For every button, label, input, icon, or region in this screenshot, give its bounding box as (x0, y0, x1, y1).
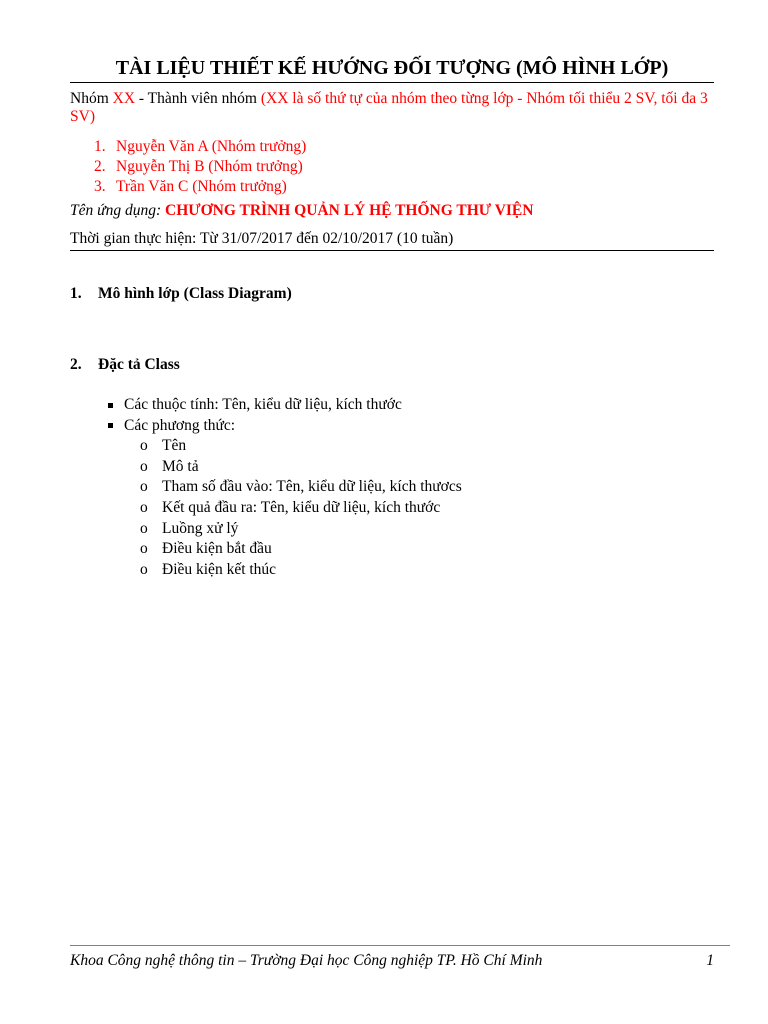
page-number: 1 (706, 952, 714, 969)
list-item (140, 539, 668, 560)
method-item: Luồng xử lý (162, 519, 239, 537)
member-name: Nguyễn Văn A (Nhóm trưởng) (116, 138, 307, 155)
section-title: Đặc tả Class (98, 356, 180, 373)
method-item: Tên (162, 437, 187, 455)
section-heading (70, 284, 714, 304)
footer-text: Khoa Công nghệ thông tin – Trường Đại học Công nghiệp TP. Hồ Chí Minh (70, 952, 543, 969)
member-list (94, 137, 694, 197)
section-title: Mô hình lớp (Class Diagram) (98, 285, 292, 302)
page-footer (70, 950, 714, 972)
circle-bullet-icon: o (140, 498, 148, 516)
app-label: Tên ứng dụng: (70, 202, 162, 219)
app-line (70, 201, 714, 221)
time-line: Thời gian thực hiện: Từ 31/07/2017 đến 02/10/2017 (10 tuần) (70, 230, 454, 247)
section-heading (70, 355, 714, 375)
circle-bullet-icon: o (140, 540, 148, 558)
list-item (94, 177, 694, 197)
document-page (70, 0, 714, 1024)
methods-text: Các phương thức: (124, 416, 236, 434)
group-middle: - Thành viên nhóm (135, 90, 261, 107)
title-rule (70, 82, 714, 83)
circle-bullet-icon: o (140, 437, 148, 455)
group-note: (XX là số thứ tự của nhóm theo từng lớp - Nhóm tối thiểu 2 SV, tối đa 3 SV) (70, 90, 708, 125)
header-rule (70, 250, 714, 251)
circle-bullet-icon: o (140, 519, 148, 537)
circle-bullet-icon: o (140, 560, 148, 578)
method-sublist (140, 436, 668, 580)
method-item: Điều kiện kết thúc (162, 560, 277, 578)
app-name: CHƯƠNG TRÌNH QUẢN LÝ HỆ THỐNG THƯ VIỆN (165, 202, 534, 219)
list-item (140, 498, 668, 519)
member-name: Nguyễn Thị B (Nhóm trưởng) (116, 158, 303, 175)
member-number: 1. (94, 138, 106, 155)
group-prefix: Nhóm (70, 90, 113, 107)
list-item (140, 477, 668, 498)
list-item (140, 436, 668, 457)
list-item (140, 519, 668, 540)
square-bullet-icon (108, 403, 113, 408)
method-item: Tham số đầu vào: Tên, kiểu dữ liệu, kích thươcs (162, 478, 462, 496)
group-code: XX (112, 90, 136, 107)
list-item (94, 157, 694, 177)
circle-bullet-icon: o (140, 457, 148, 475)
list-item (140, 457, 668, 478)
method-item: Mô tả (162, 457, 199, 475)
section-number: 2. (70, 356, 82, 373)
list-item (140, 560, 668, 581)
member-number: 2. (94, 158, 106, 175)
footer-rule (70, 945, 730, 946)
square-bullet-icon (108, 423, 113, 428)
list-item (108, 416, 668, 437)
list-item (108, 395, 668, 416)
list-item (94, 137, 694, 157)
method-item: Điều kiện bắt đầu (162, 540, 272, 558)
group-line (70, 90, 714, 126)
document-title: TÀI LIỆU THIẾT KẾ HƯỚNG ĐỐI TƯỢNG (MÔ HÌNH LỚP) (115, 57, 669, 79)
member-name: Trần Văn C (Nhóm trưởng) (116, 178, 287, 195)
section-number: 1. (70, 285, 82, 302)
spec-list (108, 395, 668, 580)
method-item: Kết quả đầu ra: Tên, kiểu dữ liệu, kích thước (162, 498, 441, 516)
circle-bullet-icon: o (140, 478, 148, 496)
attributes-text: Các thuộc tính: Tên, kiểu dữ liệu, kích thước (124, 396, 402, 413)
member-number: 3. (94, 178, 106, 195)
